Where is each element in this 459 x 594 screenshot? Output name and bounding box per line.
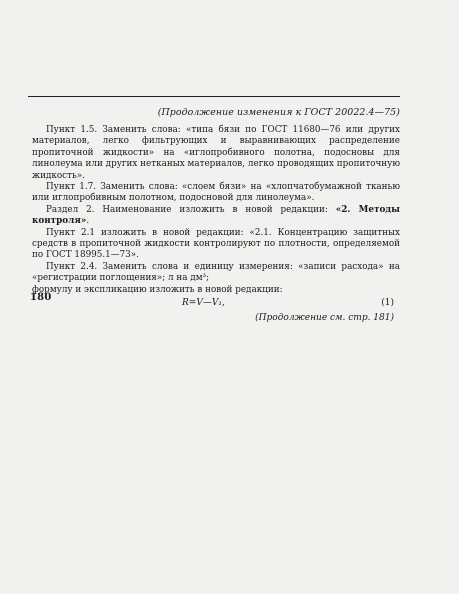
paragraph-item-2-1: Пункт 2.1 изложить в новой редакции: «2.1. Концентрацию защитных средств в пропиточной жидкости контролируют по плотности, определяемой по ГОСТ 18995.1—73». [32, 227, 400, 261]
continuation-note: (Продолжение см. стр. 181) [255, 313, 394, 324]
section-title: «2. Методы контроля» [32, 204, 400, 227]
formula-expression: R=V—V₁, [182, 298, 225, 309]
page-header: (Продолжение изменения к ГОСТ 20022.4—75) [157, 107, 400, 118]
document-body [32, 125, 400, 325]
formula-intro: формулу и экспликацию изложить в новой редакции: [32, 284, 283, 295]
section-suffix: . [86, 216, 90, 227]
paragraph-item-2-4: Пункт 2.4. Заменить слова и единицу измерения: «записи расхода» на «регистрации поглощения»; л на дм³; [32, 261, 400, 284]
formula-number: (1) [381, 298, 394, 309]
formula-block [32, 298, 400, 312]
header-rule [28, 96, 400, 97]
page-number: 180 [30, 292, 52, 303]
section-prefix: Раздел 2. Наименование изложить в новой редакции: [46, 204, 336, 215]
paragraph-item-1-7: Пункт 1.7. Заменить слова: «слоем бязи» на «хлопчатобумажной тканью или иглопробивным полотном, подосновой для линолеума». [32, 182, 400, 204]
paragraph-item-1-5: Пункт 1.5. Заменить слова: «типа бязи по ГОСТ 11680—76 или других материалов, легко фильтрующих и выравнивающих распределение пропиточной жидкости» на «иглопробивного полотна, подосновы для линолеума или других нетканых материалов, легко проводящих пропиточную жидкость». [32, 125, 400, 181]
paragraph-section-2 [32, 205, 400, 228]
